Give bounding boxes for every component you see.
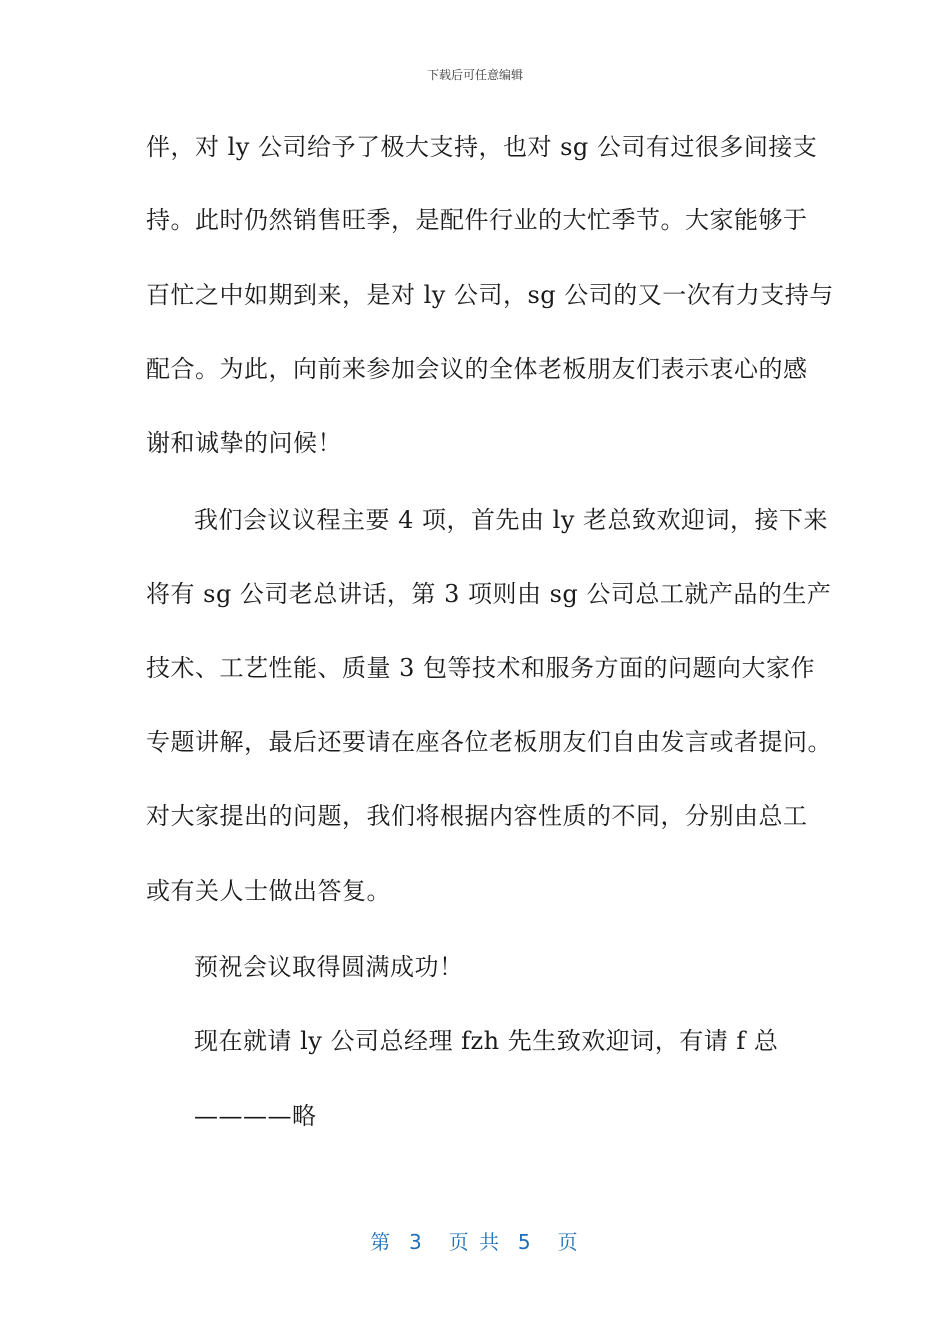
body-line: 持。此时仍然销售旺季，是配件行业的大忙季节。大家能够于 xyxy=(146,206,808,234)
body-line: 预祝会议取得圆满成功！ xyxy=(194,953,464,981)
body-line: 谢和诚挚的问候！ xyxy=(146,429,342,457)
body-line: 专题讲解，最后还要请在座各位老板朋友们自由发言或者提问。 xyxy=(146,728,832,756)
body-line: 百忙之中如期到来，是对 ly 公司，sg 公司的又一次有力支持与 xyxy=(146,281,834,309)
body-line: 我们会议议程主要 4 项，首先由 ly 老总致欢迎词，接下来 xyxy=(194,506,829,534)
body-line: 或有关人士做出答复。 xyxy=(146,877,391,905)
body-line: 伴，对 ly 公司给予了极大支持，也对 sg 公司有过很多间接支 xyxy=(146,133,818,161)
body-line: ————略 xyxy=(194,1102,317,1130)
page-header: 下载后可任意编辑 xyxy=(426,68,523,82)
page-number-footer: 第 3 页 共 5 页 xyxy=(370,1230,580,1254)
body-line: 将有 sg 公司老总讲话，第 3 项则由 sg 公司总工就产品的生产 xyxy=(146,580,832,608)
body-line: 对大家提出的问题，我们将根据内容性质的不同，分别由总工 xyxy=(146,802,808,830)
body-line: 技术、工艺性能、质量 3 包等技术和服务方面的问题向大家作 xyxy=(146,654,816,682)
body-line: 配合。为此，向前来参加会议的全体老板朋友们表示衷心的感 xyxy=(146,355,808,383)
body-line: 现在就请 ly 公司总经理 fzh 先生致欢迎词，有请 f 总 xyxy=(194,1027,779,1055)
